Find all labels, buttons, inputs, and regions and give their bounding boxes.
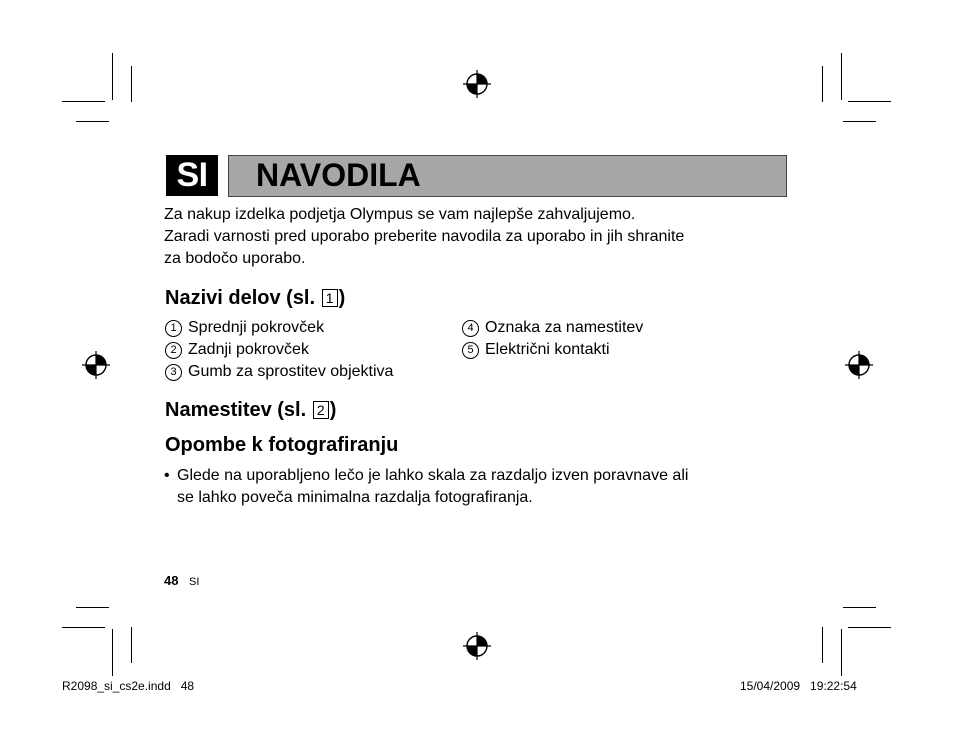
print-slug-file: R2098_si_cs2e.indd 48 [62, 679, 195, 693]
registration-mark-icon [845, 351, 873, 379]
crop-mark [841, 629, 842, 676]
item-label: Gumb za sprostitev objektiva [188, 363, 394, 380]
item-number-circle: 1 [165, 320, 182, 337]
crop-mark [131, 627, 132, 663]
item-label: Zadnji pokrovček [188, 341, 309, 358]
intro-line-3: za bodočo uporabo. [164, 250, 306, 267]
list-item [165, 339, 309, 361]
crop-mark [843, 121, 876, 122]
page-title: NAVODILA [256, 157, 421, 193]
notes-heading: Opombe k fotografiranju [165, 434, 399, 456]
intro-line-2: Zaradi varnosti pred uporabo preberite navodila za uporabo in jih shranite [164, 228, 685, 245]
notes-line-2: se lahko poveča minimalna razdalja fotografiranja. [177, 489, 533, 506]
item-number-circle: 5 [462, 342, 479, 359]
list-item [462, 317, 643, 339]
print-slug-date: 15/04/2009 19:22:54 [740, 679, 857, 693]
list-item [165, 317, 324, 339]
page-number: 48 [164, 573, 179, 588]
crop-mark [112, 53, 113, 100]
parts-heading [165, 285, 345, 311]
bullet-marker: • [164, 467, 170, 484]
figure-number-box: 2 [313, 401, 329, 419]
crop-mark [822, 66, 823, 102]
parts-heading-close: ) [338, 287, 346, 309]
registration-mark-icon [463, 632, 491, 660]
crop-mark [848, 627, 891, 628]
item-label: Sprednji pokrovček [188, 319, 325, 336]
mounting-heading-close: ) [329, 399, 337, 421]
registration-mark-icon [82, 351, 110, 379]
crop-mark [841, 53, 842, 100]
registration-mark-icon [463, 70, 491, 98]
crop-mark [76, 607, 109, 608]
notes-line-1: Glede na uporabljeno lečo je lahko skala za razdaljo izven poravnave ali [177, 467, 689, 484]
item-number-circle: 3 [165, 364, 182, 381]
item-label: Električni kontakti [485, 341, 610, 358]
list-item [462, 339, 610, 361]
crop-mark [848, 101, 891, 102]
mounting-heading-text: Namestitev (sl. [165, 399, 307, 421]
language-badge: SI [166, 155, 218, 196]
intro-line-1: Za nakup izdelka podjetja Olympus se vam najlepše zahvaljujemo. [164, 206, 636, 223]
item-number-circle: 2 [165, 342, 182, 359]
list-item [165, 361, 393, 383]
figure-number-box: 1 [322, 289, 338, 307]
crop-mark [62, 101, 105, 102]
crop-mark [843, 607, 876, 608]
crop-mark [822, 627, 823, 663]
crop-mark [62, 627, 105, 628]
crop-mark [112, 629, 113, 676]
mounting-heading [165, 397, 336, 423]
crop-mark [131, 66, 132, 102]
item-number-circle: 4 [462, 320, 479, 337]
item-label: Oznaka za namestitev [485, 319, 644, 336]
crop-mark [76, 121, 109, 122]
parts-heading-text: Nazivi delov (sl. [165, 287, 316, 309]
page-language: SI [189, 576, 200, 588]
